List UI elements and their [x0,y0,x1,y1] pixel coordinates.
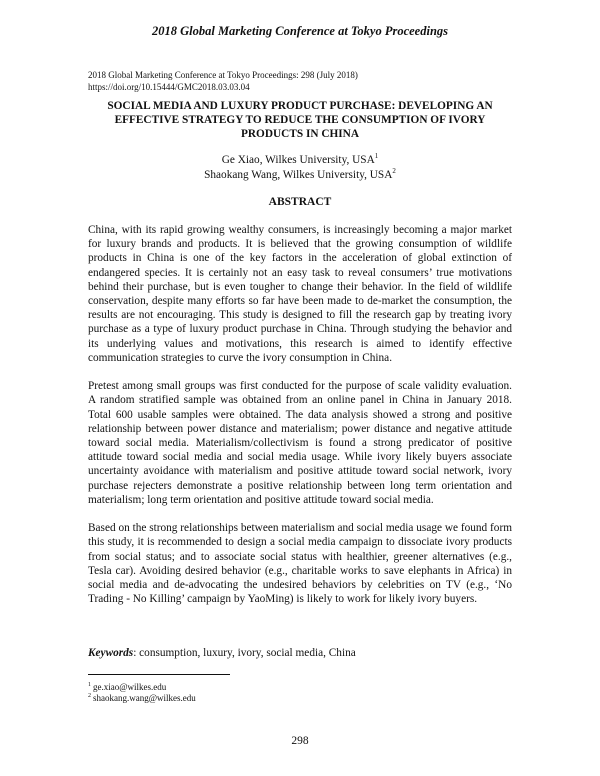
author-name: Shaokang Wang, Wilkes University, USA [204,169,393,181]
footnote-marker: 1 [88,682,91,688]
footnote-email[interactable]: shaokang.wang@wilkes.edu [93,693,196,703]
footnote-email[interactable]: ge.xiao@wilkes.edu [93,682,167,692]
footnote-1 [88,682,196,693]
author-line-1 [88,153,512,168]
citation-line: 2018 Global Marketing Conference at Tokyo Proceedings: 298 (July 2018) [88,70,358,80]
footnote-marker: 2 [88,693,91,699]
abstract-body [88,223,512,621]
running-header: 2018 Global Marketing Conference at Tokyo Proceedings [151,24,449,38]
footnote-divider [88,674,230,675]
keywords-line [88,647,512,659]
abstract-paragraph-1: China, with its rapid growing wealthy consumers, is increasingly becoming a major market for luxury brands and products. It is believed that the growing consumption of wildlife products in China is one of the key factors in the acceleration of global extinction of endangered species. It is certainly not an easy task to reveal consumers’ true motivations behind their purchase, but is even tougher to change their behavior. In the field of wildlife conservation, despite many efforts so far have been made to de-market the consumption, the results are not encouraging. This study is designed to fill the research gap by treating ivory purchase as a type of luxury product purchase in China. Through studying the behavior and its underlying values and motivations, this research is aimed to identify effective communication strategies to curve the ivory consumption in China. [88,224,512,364]
abstract-heading: ABSTRACT [268,196,332,208]
abstract-paragraph-2: Pretest among small groups was first conducted for the purpose of scale validity evaluation. A random stratified sample was obtained from an online panel in China in January 2018. Total 600 usable samples were obtained. The data analysis showed a strong and positive relationship between power distance and materialism; power distance and negative attitude toward social media. Materialism/collectivism is found a strong predicator of positive attitude toward social media and social media usage. While ivory likely buyers associate uncertainty avoidance with materialism and positive attitude toward social network, ivory purchase rejecters demonstrate a positive relationship between long term orientation and materialism; long term orientation and positive attitude toward social media. [88,380,512,506]
footnotes [88,682,196,704]
author-list [88,153,512,183]
author-line-2 [88,168,512,183]
page-number: 298 [291,735,309,747]
citation-block [88,70,358,93]
footnote-marker: 1 [374,152,379,161]
author-name: Ge Xiao, Wilkes University, USA [221,154,375,166]
footnote-marker: 2 [392,167,396,176]
keywords-text: : consumption, luxury, ivory, social media, China [133,647,356,659]
doi-link[interactable]: https://doi.org/10.15444/GMC2018.03.03.04 [88,81,250,92]
footnote-2 [88,693,196,704]
abstract-paragraph-3: Based on the strong relationships between materialism and social media usage we found form this study, it is recommended to design a social media campaign to dissociate ivory products from social status; and to associate social status with healthier, greener alternatives (e.g., Tesla car). Avoiding desired behavior (e.g., charitable works to save elephants in Africa) in social media and de-advocating the undesired behaviors by celebrities on TV (e.g., ‘No Trading - No Killing’ campaign by YaoMing) is likely to work for likely ivory buyers. [88,522,512,606]
keywords-label: Keywords [88,647,134,659]
paper-title: SOCIAL MEDIA AND LUXURY PRODUCT PURCHASE: DEVELOPING AN EFFECTIVE STRATEGY TO REDUCE THE CONSUMPTION OF IVORY PRODUCTS IN CHINA [107,100,493,140]
